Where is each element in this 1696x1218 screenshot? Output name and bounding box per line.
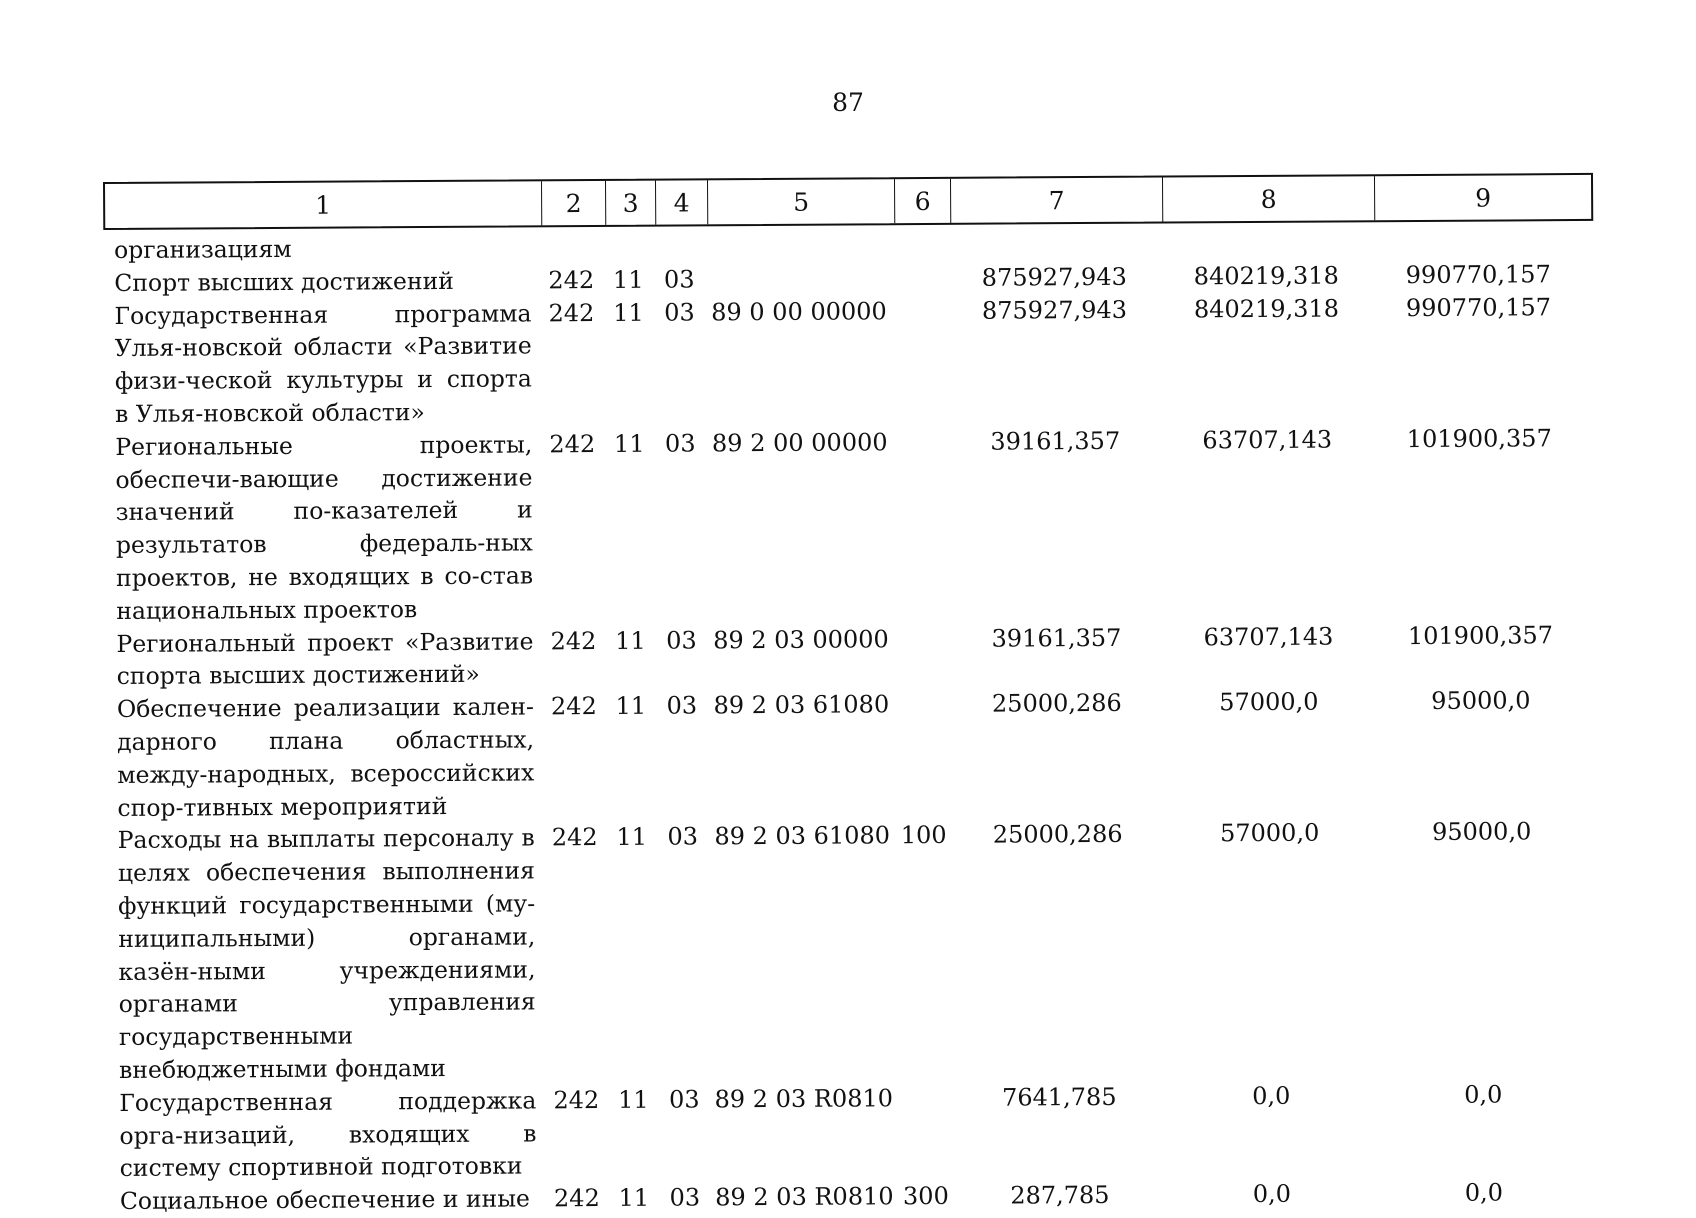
header-col-7: 7 [951, 178, 1163, 223]
row-col-6: 300 [898, 1180, 954, 1213]
table-row [116, 619, 1596, 694]
row-col-4: 03 [657, 821, 709, 854]
row-col-5 [705, 262, 892, 263]
row-col-5 [705, 229, 892, 230]
row-col-9: 101900,357 [1374, 619, 1586, 653]
row-col-5: 89 2 03 61080 [708, 688, 895, 722]
row-col-2: 242 [541, 625, 605, 658]
row-col-5: 89 2 03 R0810 [711, 1180, 898, 1214]
row-col-4: 03 [659, 1181, 711, 1214]
row-col-9: 990770,157 [1372, 258, 1584, 292]
row-col-8 [1160, 226, 1372, 227]
row-col-8: 840219,318 [1160, 259, 1372, 293]
row-name: организациям [114, 231, 539, 266]
row-name: Государственная программа Улья-новской области «Развитие физи-ческой культуры и спорта в Улья-новской области» [114, 297, 540, 431]
row-col-6: 100 [896, 819, 952, 852]
row-col-7 [948, 228, 1160, 229]
row-col-8: 57000,0 [1164, 817, 1376, 851]
row-col-8: 0,0 [1165, 1079, 1377, 1113]
row-col-3: 11 [603, 264, 653, 297]
row-col-8: 63707,143 [1161, 423, 1373, 457]
table-row [114, 291, 1595, 431]
row-col-7: 875927,943 [948, 293, 1160, 327]
row-col-8: 57000,0 [1163, 685, 1375, 719]
row-name: Обеспечение реализации кален-дарного плана областных, между-народных, всероссийских спор-тивных мероприятий [117, 691, 543, 825]
row-col-4: 03 [655, 624, 707, 657]
row-col-9 [1372, 225, 1584, 226]
row-col-2: 242 [543, 821, 607, 854]
table-row [117, 684, 1598, 824]
row-name: Спорт высших достижений [114, 264, 539, 299]
row-col-2: 242 [545, 1182, 609, 1215]
row-col-4: 03 [653, 296, 705, 329]
row-col-2: 242 [544, 1084, 608, 1117]
row-col-3: 11 [607, 821, 657, 854]
row-col-7: 39161,357 [949, 424, 1161, 458]
row-col-5: 89 2 03 61080 [709, 820, 896, 854]
row-col-3: 11 [608, 1083, 658, 1116]
row-col-2: 242 [539, 297, 603, 330]
row-col-7: 7641,785 [953, 1080, 1165, 1114]
row-col-9: 101900,357 [1373, 422, 1585, 456]
row-col-9: 0,0 [1378, 1176, 1590, 1210]
row-col-3: 11 [605, 624, 655, 657]
row-col-5: 89 0 00 00000 [705, 295, 892, 329]
table-header-row [103, 173, 1593, 230]
row-col-4: 03 [654, 427, 706, 460]
header-col-2: 2 [542, 181, 606, 225]
row-name: Расходы на выплаты персоналу в целях обеспечения выполнения функций государственными (му-ниципальными) органами, казён-ными учреждениями, органами управления государственными внебюджетными фондами [118, 822, 545, 1087]
table-row [115, 422, 1596, 628]
row-col-8: 63707,143 [1162, 620, 1374, 654]
row-col-7: 25000,286 [951, 687, 1163, 721]
row-col-9: 95000,0 [1375, 684, 1587, 718]
row-col-3: 11 [609, 1182, 659, 1215]
row-col-7: 25000,286 [952, 818, 1164, 852]
row-name: Региональные проекты, обеспечи-вающие достижение значений по-казателей и результатов федераль-ных проектов, не входящих в со-став национальных проектов [115, 428, 541, 627]
header-col-3: 3 [606, 181, 656, 225]
row-col-2: 242 [542, 690, 606, 723]
row-col-9: 990770,157 [1372, 291, 1584, 325]
row-col-7: 875927,943 [948, 260, 1160, 294]
row-col-5: 89 2 03 R0810 [710, 1082, 897, 1116]
row-col-4: 03 [656, 690, 708, 723]
header-col-5: 5 [708, 179, 895, 224]
row-col-4: 03 [653, 263, 705, 296]
row-col-2: 242 [539, 264, 603, 297]
row-col-3: 11 [606, 690, 656, 723]
table-row [118, 815, 1600, 1086]
row-name: Государственная поддержка орга-низаций, входящих в систему спортивной подготовки [119, 1084, 545, 1185]
table-row [119, 1078, 1600, 1185]
header-col-1: 1 [105, 181, 542, 228]
header-col-9: 9 [1375, 175, 1591, 220]
page-number: 87 [0, 88, 1696, 117]
row-col-3: 11 [604, 427, 654, 460]
row-col-9: 95000,0 [1376, 815, 1588, 849]
row-col-8: 840219,318 [1160, 292, 1372, 326]
table-body [114, 225, 1600, 1218]
header-col-8: 8 [1163, 176, 1375, 221]
row-col-5: 89 2 00 00000 [706, 426, 893, 460]
row-name: Региональный проект «Развитие спорта высших достижений» [116, 625, 541, 693]
row-col-7: 39161,357 [950, 621, 1162, 655]
row-col-9: 0,0 [1377, 1078, 1589, 1112]
row-col-8: 0,0 [1166, 1177, 1378, 1211]
row-col-2: 242 [540, 428, 604, 461]
row-col-7: 287,785 [954, 1179, 1166, 1213]
row-name: Социальное обеспечение и иные [120, 1182, 545, 1217]
header-col-6: 6 [895, 179, 951, 223]
header-col-4: 4 [656, 180, 708, 224]
row-col-4: 03 [658, 1083, 710, 1116]
row-col-5: 89 2 03 00000 [707, 623, 894, 657]
row-col-3: 11 [603, 296, 653, 329]
